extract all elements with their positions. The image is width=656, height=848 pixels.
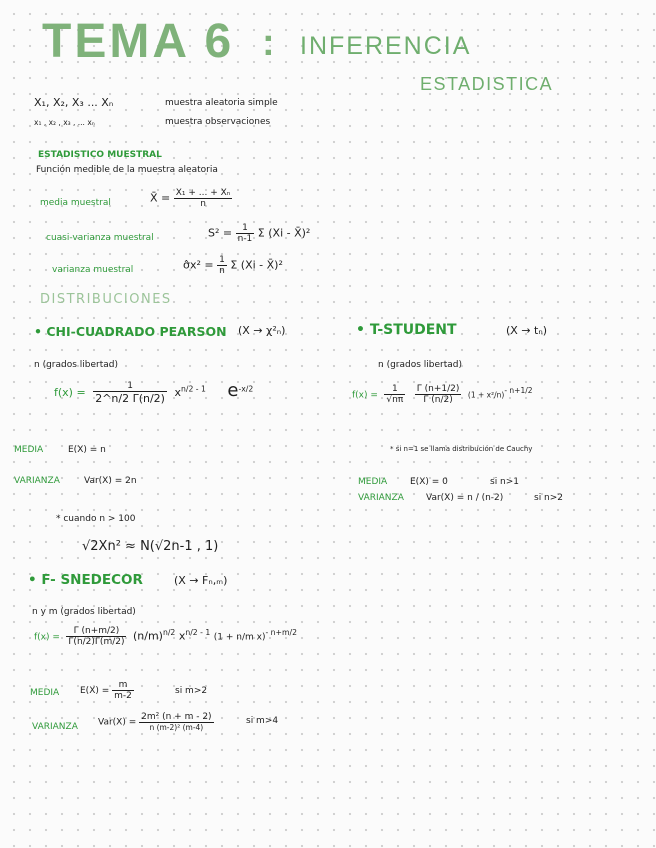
t-cauchy-note: * si n=1 se llama distribución de Cauchy: [390, 445, 533, 453]
f-fx-fraction: [66, 626, 126, 647]
t-param: n (grados libertad): [378, 360, 462, 370]
media-muestral-label: media muestral: [40, 198, 111, 208]
f-var-fraction: [139, 712, 213, 732]
distribuciones-heading: DISTRIBUCIONES: [40, 292, 172, 307]
cuasi-den: n-1: [237, 234, 253, 244]
var-lhs: σ̂x² =: [183, 258, 214, 272]
intro-desc-2: muestra observaciones: [165, 117, 271, 127]
t-notation: (X → tₙ): [506, 324, 548, 337]
f-media-lhs: E(X) =: [80, 686, 110, 696]
chi-fx-fraction: [93, 381, 167, 405]
t-media-value: E(X) = 0: [410, 477, 448, 487]
intro-desc-1: muestra aleatoria simple: [165, 98, 278, 108]
t-density: [352, 384, 533, 405]
chi-varianza-label: VARIANZA: [14, 476, 60, 486]
var-num: 1: [219, 255, 225, 265]
chi-param: n (grados libertad): [34, 360, 118, 370]
t-media-label: MEDIA: [358, 477, 388, 487]
chi-fx-num: 1: [93, 381, 167, 392]
t-fx-const-num: 1: [384, 384, 405, 395]
f-media-formula: [80, 680, 134, 701]
f-media-label: MEDIA: [30, 688, 60, 698]
f-fx-num: Γ (n+m/2): [66, 626, 126, 637]
f-fx-x: x: [178, 629, 186, 643]
t-varianza-value: Var(X) = n / (n-2): [426, 493, 504, 503]
estadistico-definition: Función medible de la muestra aleatoria: [36, 165, 218, 175]
chi-fx-den: 2^n/2 Γ(n/2): [95, 392, 165, 405]
chi-note: * cuando n > 100: [56, 514, 136, 524]
t-fx-gamma-den: Γ (n/2): [423, 395, 453, 405]
f-var-num: 2m² (n + m - 2): [141, 712, 212, 722]
f-fx-den: Γ(n/2)Γ(m/2): [68, 637, 125, 647]
title-sub: ESTADISTICA: [420, 74, 554, 94]
chi-varianza-value: Var(X) = 2n: [84, 476, 137, 486]
cuasi-lhs: S² =: [208, 226, 233, 240]
cuasi-rhs: Σ (Xi - X̄)²: [257, 226, 311, 240]
f-fx-tail: (1 + n/m x): [213, 632, 266, 643]
f-media-fraction: [112, 680, 134, 701]
f-density: [34, 626, 297, 647]
chi-notation: (X → χ²ₙ): [238, 324, 286, 337]
f-media-cond: si m>2: [175, 686, 208, 696]
t-fx-const-den: √nπ: [386, 395, 404, 405]
media-fraction: [174, 188, 233, 209]
media-muestral-formula: [150, 188, 232, 209]
varianza-muestral-formula: [183, 255, 283, 276]
chi-fx-lhs: f(x) =: [54, 386, 86, 399]
chi-fx-pow-exp: n/2 - 1: [180, 384, 206, 394]
chi-media-value: E(X) = n: [68, 445, 106, 455]
t-varianza-label: VARIANZA: [358, 493, 404, 503]
f-var-lhs: Var(X) =: [98, 717, 137, 728]
var-rhs: Σ (Xi - X̄)²: [230, 258, 283, 272]
var-fraction: [217, 255, 227, 276]
chi-density: [54, 380, 253, 405]
chi-media-label: MEDIA: [14, 445, 44, 455]
f-fx-lhs: f(x) =: [34, 632, 60, 643]
media-den: n: [200, 199, 206, 209]
cuasi-num: 1: [236, 223, 255, 234]
f-heading: • F- SNEDECOR: [28, 572, 143, 588]
chi-fx-e: e: [227, 380, 239, 401]
t-fx-tail-exp: - n+1/2: [504, 385, 533, 395]
t-fx-gamma: [415, 384, 462, 405]
t-media-cond: si n>1: [490, 477, 520, 487]
f-varianza-formula: [98, 712, 214, 732]
f-fx-tail-exp: - n+m/2: [265, 627, 297, 637]
f-fx-mid-exp: n/2: [162, 627, 176, 637]
media-lhs: X̄ =: [150, 191, 171, 205]
t-fx-lhs: f(x) =: [352, 390, 378, 401]
intro-vars-1: X₁, X₂, X₃ ... Xₙ: [34, 96, 114, 109]
cuasi-varianza-label: cuasi-varianza muestral: [46, 233, 154, 243]
varianza-muestral-label: varianza muestral: [52, 265, 134, 275]
f-varianza-label: VARIANZA: [32, 722, 78, 732]
f-varianza-cond: si m>4: [246, 716, 279, 726]
cuasi-varianza-formula: [208, 223, 310, 244]
f-param: n y m (grados libertad): [32, 607, 136, 617]
var-den: n: [219, 266, 225, 276]
f-fx-mid: (n/m): [132, 629, 163, 643]
chi-heading: • CHI-CUADRADO PEARSON: [34, 324, 227, 339]
t-fx-gamma-num: Γ (n+1/2): [416, 384, 460, 394]
f-media-den: m-2: [114, 691, 132, 701]
media-num: X₁ + ... + Xₙ: [175, 188, 231, 198]
t-heading: • T-STUDENT: [356, 322, 457, 338]
f-var-den: n (m-2)² (m-4): [149, 723, 204, 732]
f-media-num: m: [112, 680, 134, 691]
chi-fx-e-exp: -x/2: [238, 384, 254, 394]
intro-vars-2: x₁ , x₂ , x₃ , ... xₙ: [34, 118, 95, 127]
t-varianza-cond: si n>2: [534, 493, 564, 503]
title-colon: :: [262, 22, 278, 64]
cuasi-fraction: [236, 223, 255, 244]
chi-approx: √2Xn² ≈ N(√2n-1 , 1): [82, 539, 219, 554]
f-notation: (X → Fₙ,ₘ): [174, 574, 228, 587]
estadistico-heading: ESTADISTICO MUESTRAL: [38, 150, 162, 160]
chi-fx-pow: x: [174, 386, 181, 399]
t-fx-const: [384, 384, 405, 405]
f-fx-x-exp: n/2 - 1: [185, 627, 211, 637]
title-main: INFERENCIA: [300, 32, 472, 60]
t-fx-tail: (1 + x²/n): [467, 390, 505, 400]
title-tema: TEMA 6: [42, 15, 235, 68]
